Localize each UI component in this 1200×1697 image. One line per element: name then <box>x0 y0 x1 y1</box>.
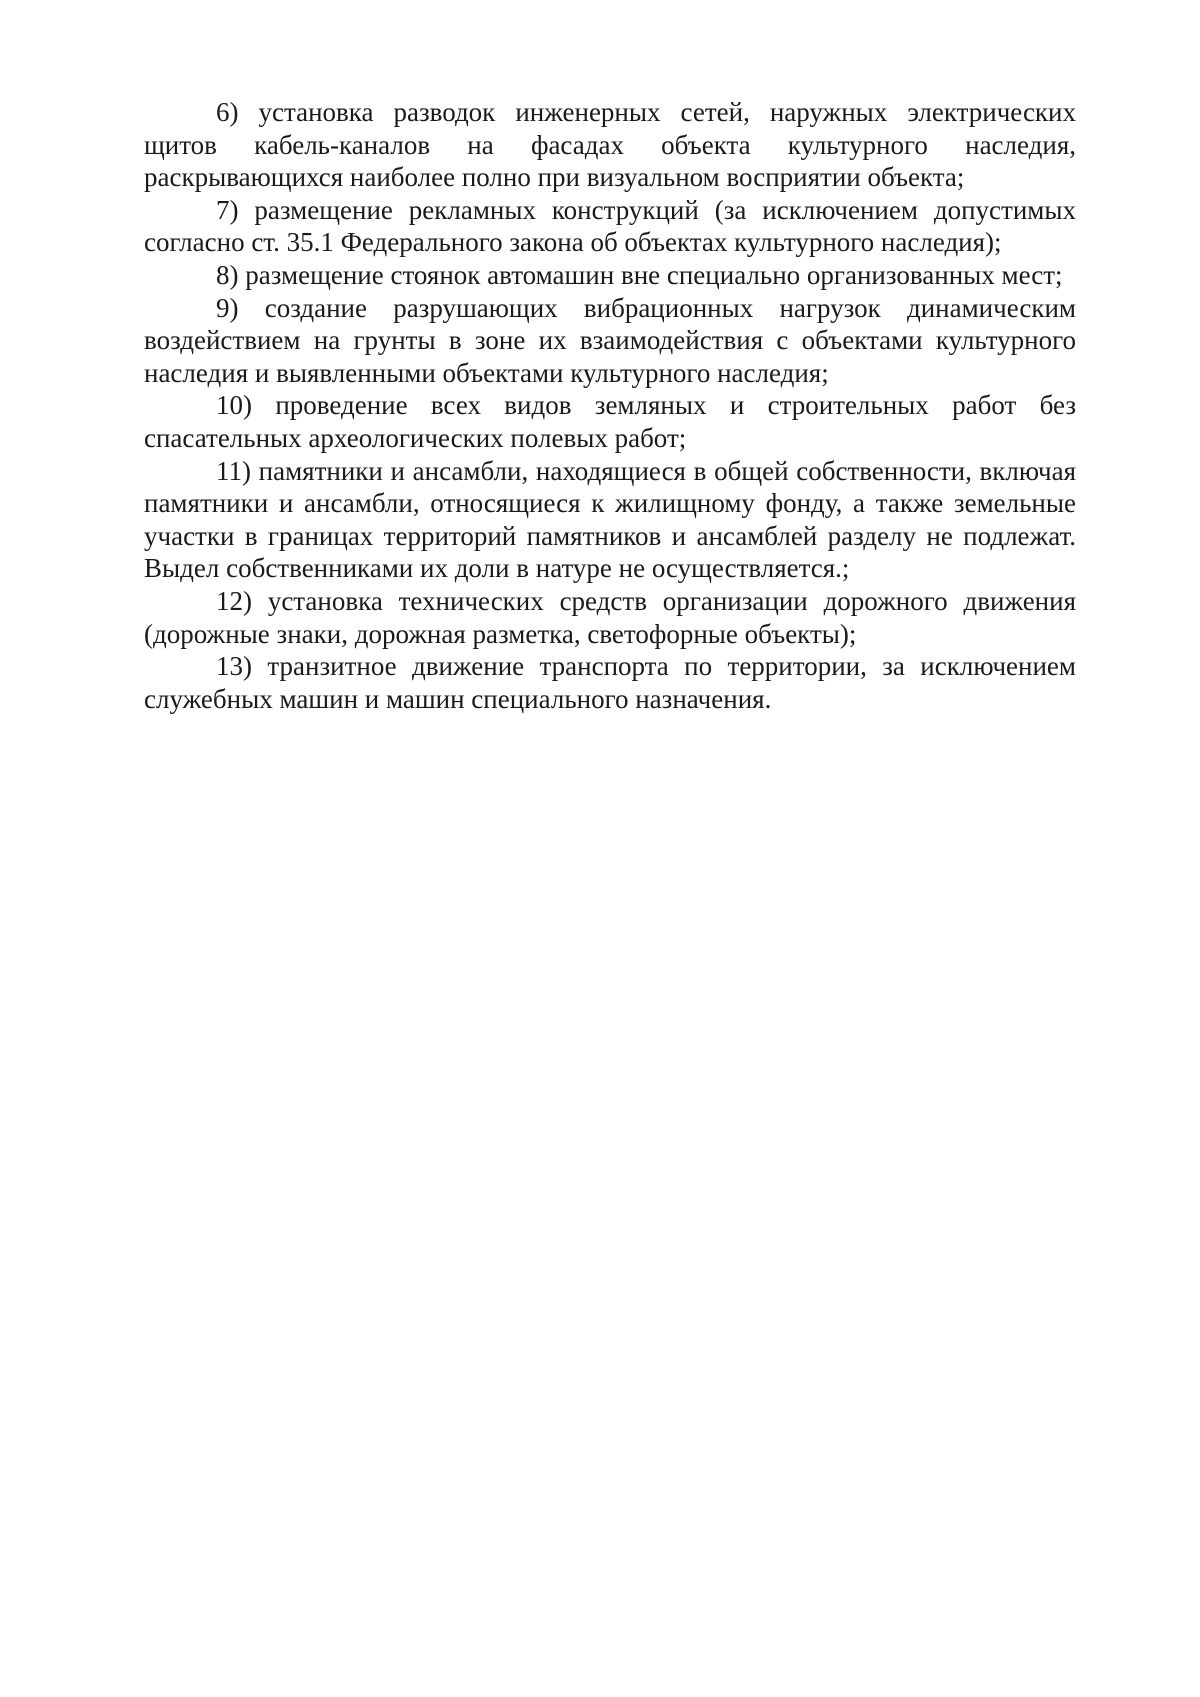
list-item-13: 13) транзитное движение транспорта по территории, за исключением служебных машин и машин специального назначения. <box>144 651 1076 714</box>
list-item-6: 6) установка разводок инженерных сетей, наружных электрических щитов кабель-каналов на фасадах объекта культурного наследия, раскрывающихся наиболее полно при визуальном восприятии объекта; <box>144 97 1076 193</box>
list-item-12: 12) установка технических средств организации дорожного движения (дорожные знаки, дорожная разметка, светофорные объекты); <box>144 585 1076 649</box>
list-item-7: 7) размещение рекламных конструкций (за исключением допустимых согласно ст. 35.1 Федерального закона об объектах культурного наследия); <box>144 194 1076 258</box>
document-body <box>144 96 1076 715</box>
list-item-9: 9) создание разрушающих вибрационных нагрузок динамическим воздействием на грунты в зоне их взаимодействия с объектами культурного наследия и выявленными объектами культурного наследия; <box>144 292 1076 388</box>
list-item-8: 8) размещение стоянок автомашин вне специально организованных мест; <box>216 259 1063 290</box>
list-item-11: 11) памятники и ансамбли, находящиеся в общей собственности, включая памятники и ансамбли, относящиеся к жилищному фонду, а также земельные участки в границах территорий памятников и ансамблей разделу не подлежат. Выдел собственниками их доли в натуре не осуществляется.; <box>144 455 1076 584</box>
list-item-10: 10) проведение всех видов земляных и строительных работ без спасательных археологических полевых работ; <box>144 390 1076 453</box>
